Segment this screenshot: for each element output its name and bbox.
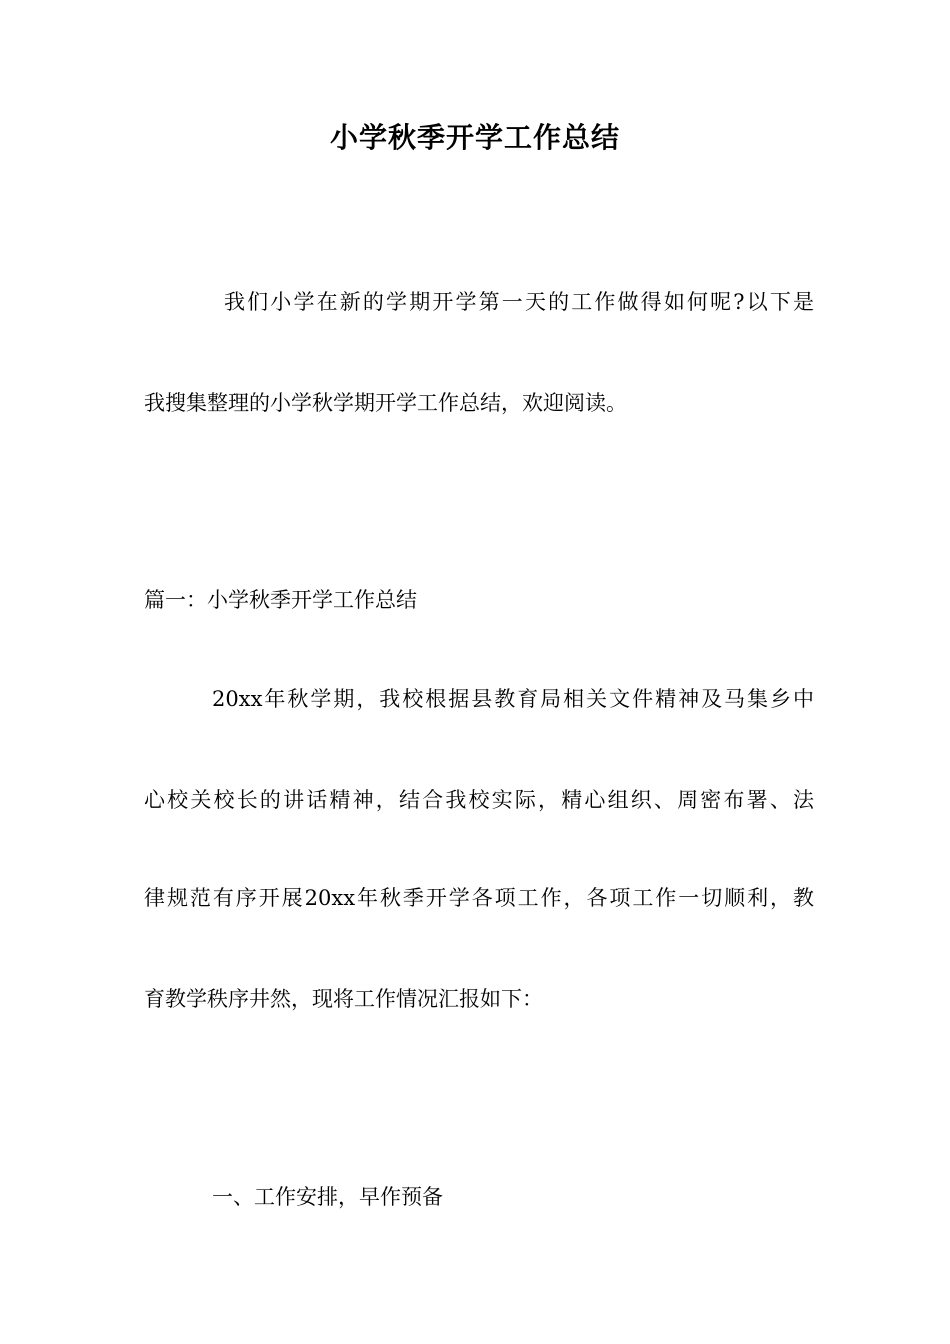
paragraph-1-line-1: 20xx年秋学期，我校根据县教育局相关文件精神及马集乡中	[212, 687, 814, 711]
subheading-1: 一、工作安排，早作预备	[212, 1185, 443, 1209]
section-heading: 篇一：小学秋季开学工作总结	[144, 588, 417, 612]
intro-line-2: 我搜集整理的小学秋学期开学工作总结，欢迎阅读。	[144, 391, 627, 415]
paragraph-1-line-4: 育教学秩序井然，现将工作情况汇报如下：	[144, 987, 543, 1011]
document-title: 小学秋季开学工作总结	[329, 121, 620, 154]
paragraph-1-line-2: 心校关校长的讲话精神，结合我校实际，精心组织、周密布署、法	[144, 788, 814, 812]
paragraph-1-line-3: 律规范有序开展20xx年秋季开学各项工作，各项工作一切顺利，教	[144, 886, 814, 910]
intro-line-1: 我们小学在新的学期开学第一天的工作做得如何呢?以下是	[224, 290, 814, 314]
